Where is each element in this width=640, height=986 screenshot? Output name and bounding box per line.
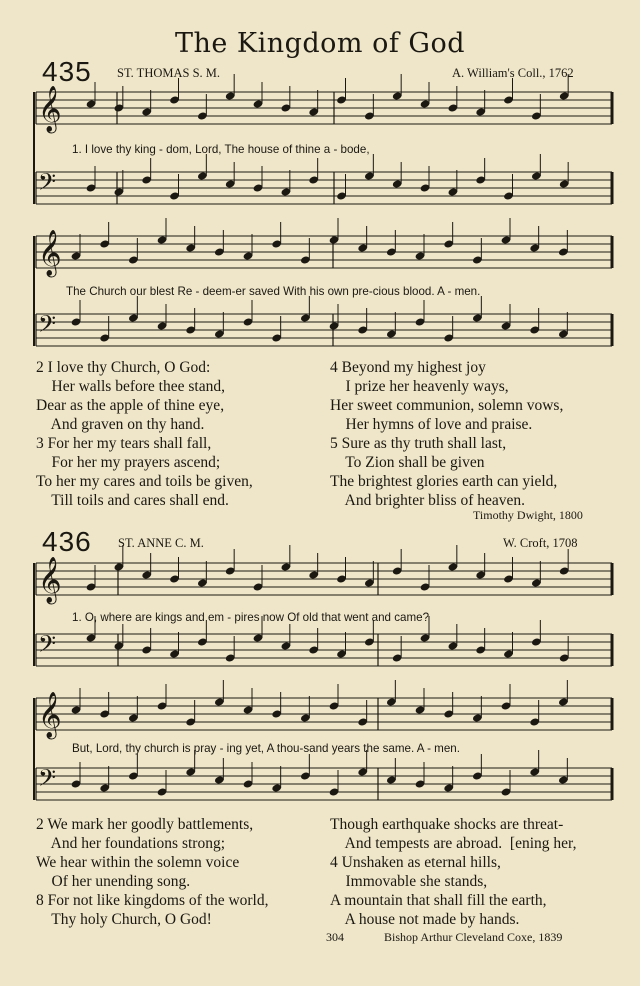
tune-source-435: A. William's Coll., 1762 — [452, 66, 574, 80]
author-436: Bishop Arthur Cleveland Coxe, 1839 — [384, 930, 563, 944]
verse-line: 5 Sure as thy truth shall last, — [330, 435, 507, 452]
author-435: Timothy Dwight, 1800 — [473, 508, 583, 522]
staff — [36, 74, 612, 134]
verse-line: 4 Unshaken as eternal hills, — [330, 854, 501, 871]
verse-line: Her walls before thee stand, — [36, 378, 225, 395]
verse-line: 4 Beyond my highest joy — [330, 359, 486, 376]
verse-line: And brighter bliss of heaven. — [330, 492, 526, 509]
verse-line: To her my cares and toils be given, — [36, 473, 253, 490]
tune-name-435: ST. THOMAS S. M. — [117, 66, 221, 80]
verse-line: And graven on thy hand. — [36, 416, 205, 433]
svg-text:𝄞: 𝄞 — [38, 230, 62, 276]
svg-text:𝄢: 𝄢 — [38, 168, 57, 201]
verse-line: 8 For not like kingdoms of the world, — [36, 892, 269, 909]
staff — [36, 680, 612, 740]
verse-line: The brightest glories earth can yield, — [330, 473, 558, 490]
hymn-number-436: 436 — [42, 526, 92, 557]
verses-left-436 — [36, 815, 269, 929]
staff — [36, 154, 612, 204]
verse-line: We hear within the solemn voice — [36, 854, 240, 871]
verse-line: Immovable she stands, — [330, 873, 488, 890]
svg-text:𝄞: 𝄞 — [38, 86, 62, 132]
verse-line: Though earthquake shocks are threat- — [330, 816, 564, 833]
verse-line: Dear as the apple of thine eye, — [36, 397, 225, 414]
svg-text:𝄞: 𝄞 — [38, 692, 62, 738]
svg-text:𝄢: 𝄢 — [38, 630, 57, 663]
tune-name-436: ST. ANNE C. M. — [118, 536, 204, 550]
verse-line: Of her unending song. — [36, 873, 191, 890]
svg-text:𝄢: 𝄢 — [38, 764, 57, 797]
lyric-line-436-2: But, Lord, thy church is pray - ing yet, A thou-sand years the same. A - men. — [72, 742, 460, 755]
verse-line: 3 For her my tears shall fall, — [36, 435, 212, 452]
verse-line: Till toils and cares shall end. — [36, 492, 229, 509]
staff — [36, 750, 612, 800]
verse-line: A mountain that shall fill the earth, — [330, 892, 547, 909]
page-title: The Kingdom of God — [174, 28, 466, 59]
verse-line: Her sweet communion, solemn vows, — [330, 397, 564, 414]
staff — [36, 218, 612, 278]
verse-line: I prize her heavenly ways, — [330, 378, 509, 395]
verse-line: A house not made by hands. — [330, 911, 520, 928]
hymn-number-435: 435 — [42, 56, 92, 87]
staff — [36, 296, 612, 346]
verses-right-435 — [330, 358, 563, 510]
verse-line: 2 I love thy Church, O God: — [36, 359, 211, 376]
svg-text:𝄞: 𝄞 — [38, 557, 62, 603]
verse-line: And her foundations strong; — [36, 835, 225, 852]
verse-line: To Zion shall be given — [330, 454, 485, 471]
lyric-line-435-2: The Church our blest Re - deem-er saved With his own pre-cious blood. A - men. — [66, 285, 481, 298]
svg-text:𝄢: 𝄢 — [38, 310, 57, 343]
lyric-line-436-1: 1. O, where are kings and em - pires now Of old that went and came? — [72, 611, 430, 624]
page-number: 304 — [326, 930, 344, 944]
verse-line: And tempests are abroad. [ening her, — [330, 835, 577, 852]
lyric-line-435-1: 1. I love thy king - dom, Lord, The house of thine a - bode, — [72, 143, 370, 156]
verse-line: Her hymns of love and praise. — [330, 416, 533, 433]
verse-line: For her my prayers ascend; — [36, 454, 221, 471]
verse-line: 2 We mark her goodly battlements, — [36, 816, 254, 833]
staff — [36, 545, 612, 605]
verses-right-436 — [330, 815, 576, 929]
tune-source-436: W. Croft, 1708 — [503, 536, 578, 550]
verses-left-435 — [36, 358, 253, 510]
verse-line: Thy holy Church, O God! — [36, 911, 212, 928]
